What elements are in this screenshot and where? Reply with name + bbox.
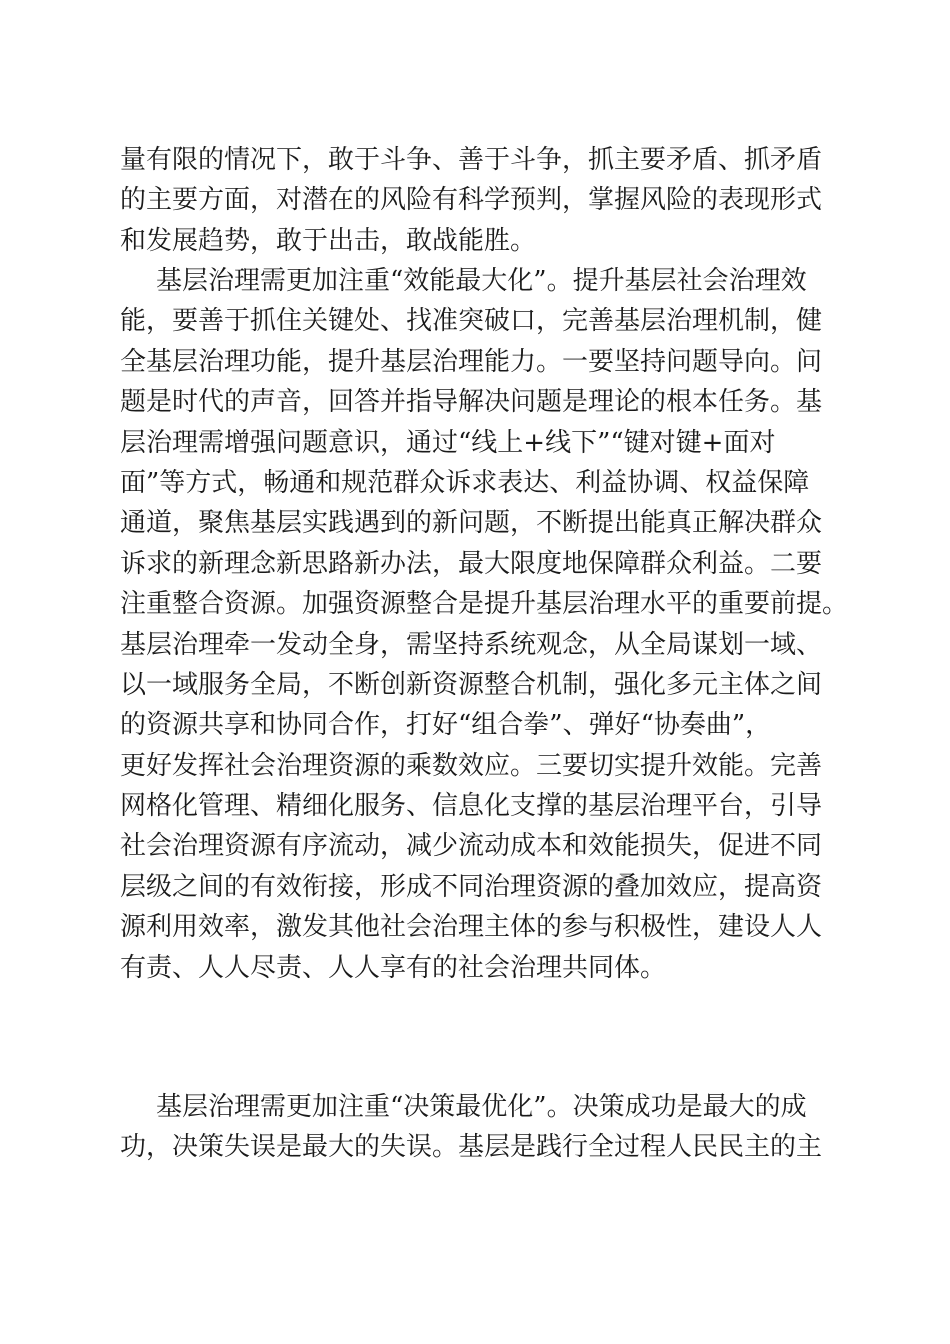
text-line: 以一域服务全局，不断创新资源整合机制，强化多元主体之间 [120,669,823,700]
paragraph-1 [120,140,830,261]
text-line: 能，要善于抓住关键处、找准突破口，完善基层治理机制，健 [120,306,823,337]
text-line: 诉求的新理念新思路新办法，最大限度地保障群众利益。二要 [120,548,823,579]
text-line: 基层治理牵一发动全身，需坚持系统观念，从全局谋划一域、 [120,629,823,660]
text-line: 题是时代的声音，回答并指导解决问题是理论的根本任务。基 [120,387,823,418]
text-line: 全基层治理功能，提升基层治理能力。一要坚持问题导向。问 [120,346,823,377]
paragraph-3 [120,1087,830,1168]
text-line: 通道，聚焦基层实践遇到的新问题，不断提出能真正解决群众 [120,508,823,539]
text-line: 层治理需增强问题意识，通过“线上+线下”“键对键+面对 [120,427,776,458]
text-line: 更好发挥社会治理资源的乘数效应。三要切实提升效能。完善 [120,750,823,781]
text-line: 基层治理需更加注重“决策最优化”。决策成功是最大的成 [156,1092,807,1122]
paragraph-2 [120,261,849,988]
text-line: 基层治理需更加注重“效能最大化”。提升基层社会治理效 [156,266,807,296]
text-line: 有责、人人尽责、人人享有的社会治理共同体。 [120,952,667,983]
text-line: 量有限的情况下，敢于斗争、善于斗争，抓主要矛盾、抓矛盾 [120,145,823,175]
text-line: 社会治理资源有序流动，减少流动成本和效能损失，促进不同 [120,831,823,862]
text-line: 和发展趋势，敢于出击，敢战能胜。 [120,225,537,256]
text-line: 注重整合资源。加强资源整合是提升基层治理水平的重要前提。 [120,589,849,620]
text-line: 层级之间的有效衔接，形成不同治理资源的叠加效应，提高资 [120,871,823,902]
text-line: 面”等方式，畅通和规范群众诉求表达、利益协调、权益保障 [120,467,810,498]
text-line: 功，决策失误是最大的失误。基层是践行全过程人民民主的主 [120,1132,823,1163]
text-line: 的主要方面，对潜在的风险有科学预判，掌握风险的表现形式 [120,185,823,216]
text-line: 源利用效率，激发其他社会治理主体的参与积极性，建设人人 [120,912,823,943]
text-line: 网格化管理、精细化服务、信息化支撑的基层治理平台，引导 [120,791,823,822]
text-line: 的资源共享和协同合作，打好“组合拳”、弹好“协奏曲”， [120,710,772,741]
